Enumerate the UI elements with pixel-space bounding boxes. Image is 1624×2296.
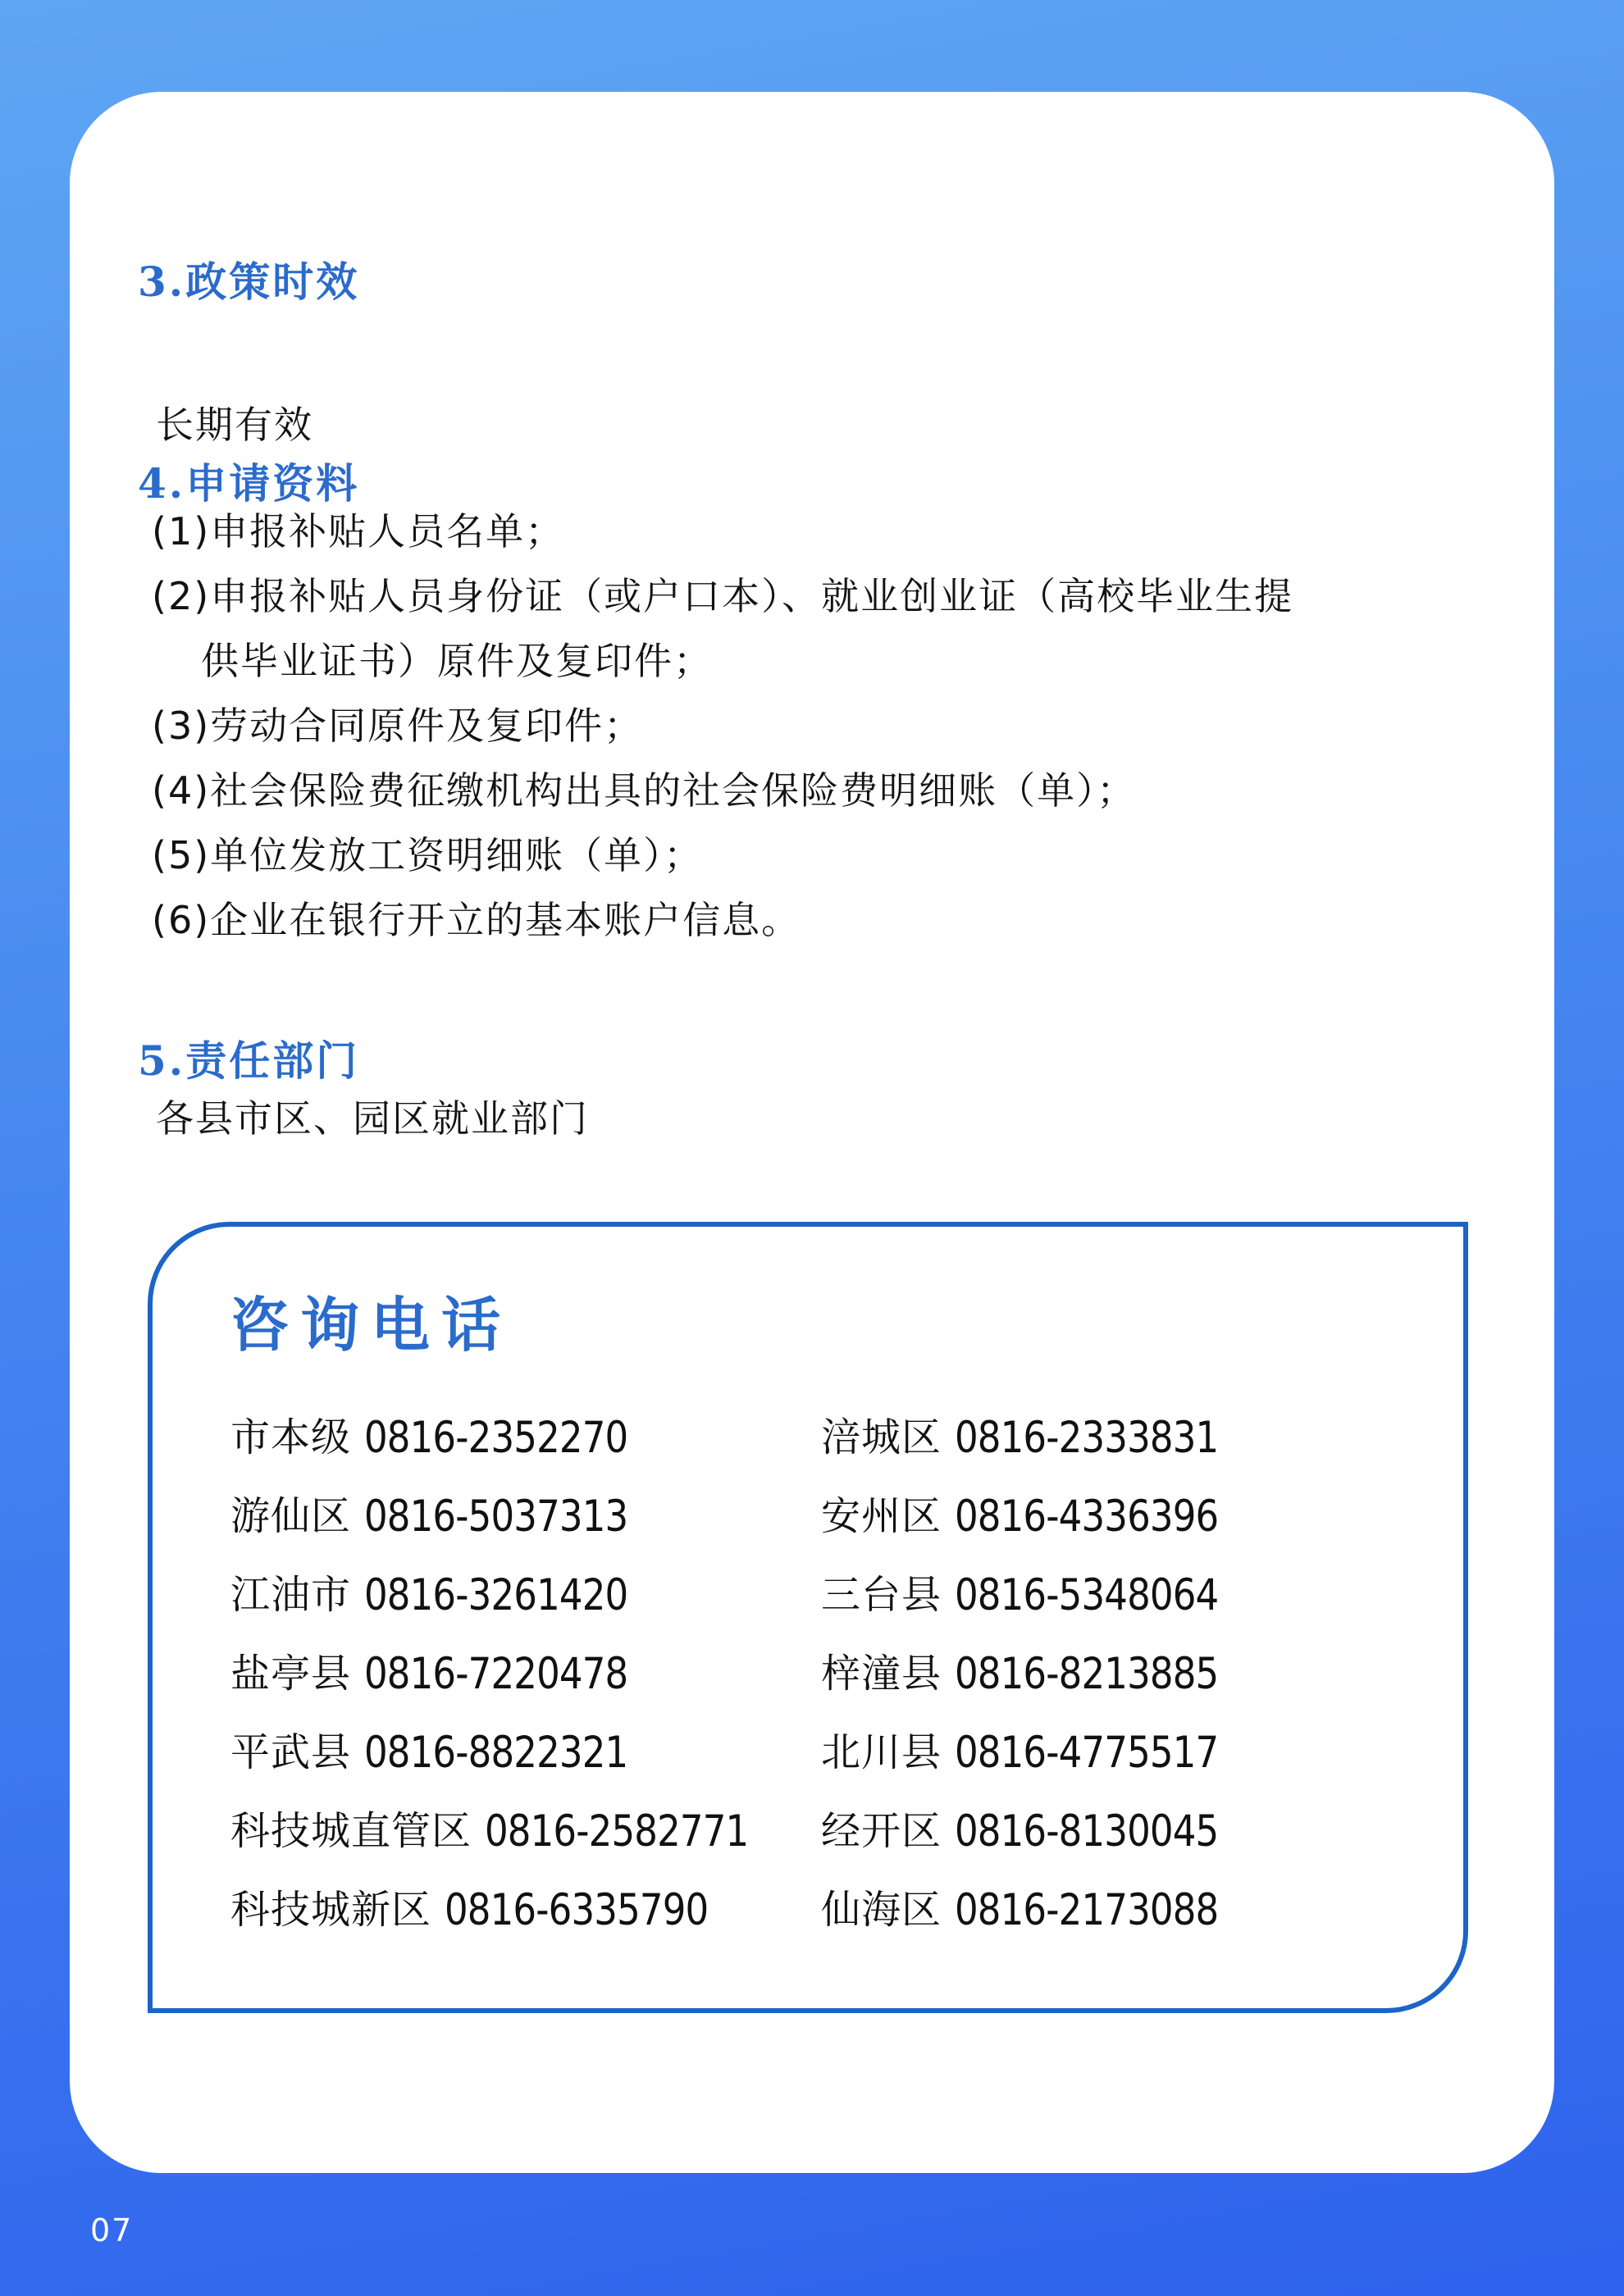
phone-entry-number: 0816-2333831	[955, 1413, 1219, 1463]
phone-entry-number: 0816-5037313	[364, 1492, 628, 1542]
phone-entry-label: 科技城新区	[230, 1887, 432, 1933]
phone-box-title: 咨询电话	[230, 1290, 513, 1360]
content-card	[70, 92, 1554, 2173]
phone-entry-label: 涪城区	[821, 1414, 942, 1460]
phone-entry	[821, 1799, 1395, 1856]
phone-entry	[230, 1720, 821, 1778]
phone-entry	[821, 1642, 1395, 1699]
phone-entry	[230, 1484, 821, 1542]
material-item-2-line2: 供毕业证书）原件及复印件；	[201, 639, 713, 683]
phone-entry	[230, 1878, 821, 1935]
material-item-3: (3)劳动合同原件及复印件；	[152, 704, 644, 748]
section-heading-application-materials: 4.申请资料	[138, 459, 360, 508]
phone-entry	[821, 1563, 1395, 1620]
responsible-department-text: 各县市区、园区就业部门	[156, 1096, 589, 1141]
material-item-6: (6)企业在银行开立的基本账户信息。	[152, 898, 801, 942]
phone-entry-label: 江油市	[230, 1572, 352, 1618]
phone-entry	[821, 1878, 1395, 1935]
phone-entry	[821, 1484, 1395, 1542]
material-item-5: (5)单位发放工资明细账（单）；	[152, 833, 704, 877]
phone-entry-label: 游仙区	[230, 1493, 352, 1539]
phone-entry-label: 盐亭县	[230, 1651, 352, 1697]
phone-entry-number: 0816-2173088	[955, 1885, 1219, 1935]
phone-entry-label: 经开区	[821, 1808, 942, 1854]
phone-entry	[821, 1720, 1395, 1778]
phone-entry-number: 0816-3261420	[364, 1570, 628, 1620]
phone-entry-number: 0816-8130045	[955, 1806, 1219, 1856]
phone-entry-label: 科技城直管区	[230, 1808, 472, 1854]
phone-entry-number: 0816-2352270	[364, 1413, 628, 1463]
section-heading-policy-validity: 3.政策时效	[138, 257, 360, 306]
phone-entry-number: 0816-6335790	[445, 1885, 709, 1935]
consultation-phone-box	[148, 1222, 1468, 2013]
phone-entry-number: 0816-7220478	[364, 1649, 628, 1699]
phone-list	[230, 1395, 1395, 1946]
phone-entry	[230, 1405, 821, 1463]
phone-entry-label: 安州区	[821, 1493, 942, 1539]
phone-entry-label: 平武县	[230, 1729, 352, 1775]
phone-entry-number: 0816-4336396	[955, 1492, 1219, 1542]
material-item-1: (1)申报补贴人员名单；	[152, 509, 565, 554]
phone-entry-label: 北川县	[821, 1729, 942, 1775]
phone-entry	[230, 1563, 821, 1620]
phone-entry-number: 0816-4775517	[955, 1728, 1219, 1778]
page-number: 07	[90, 2212, 134, 2248]
section-heading-responsible-department: 5.责任部门	[138, 1036, 360, 1085]
phone-entry	[230, 1642, 821, 1699]
phone-entry-number: 0816-8822321	[364, 1728, 628, 1778]
phone-entry-label: 仙海区	[821, 1887, 942, 1933]
phone-entry-number: 0816-5348064	[955, 1570, 1219, 1620]
policy-validity-text: 长期有效	[156, 403, 313, 447]
phone-entry-label: 市本级	[230, 1414, 352, 1460]
phone-entry-label: 三台县	[821, 1572, 942, 1618]
material-item-4: (4)社会保险费征缴机构出具的社会保险费明细账（单）；	[152, 768, 1137, 813]
phone-entry-number: 0816-2582771	[485, 1806, 749, 1856]
phone-entry	[230, 1799, 821, 1856]
phone-entry	[821, 1405, 1395, 1463]
phone-entry-label: 梓潼县	[821, 1651, 942, 1697]
phone-entry-number: 0816-8213885	[955, 1649, 1219, 1699]
material-item-2-line1: (2)申报补贴人员身份证（或户口本）、就业创业证（高校毕业生提	[152, 574, 1294, 618]
